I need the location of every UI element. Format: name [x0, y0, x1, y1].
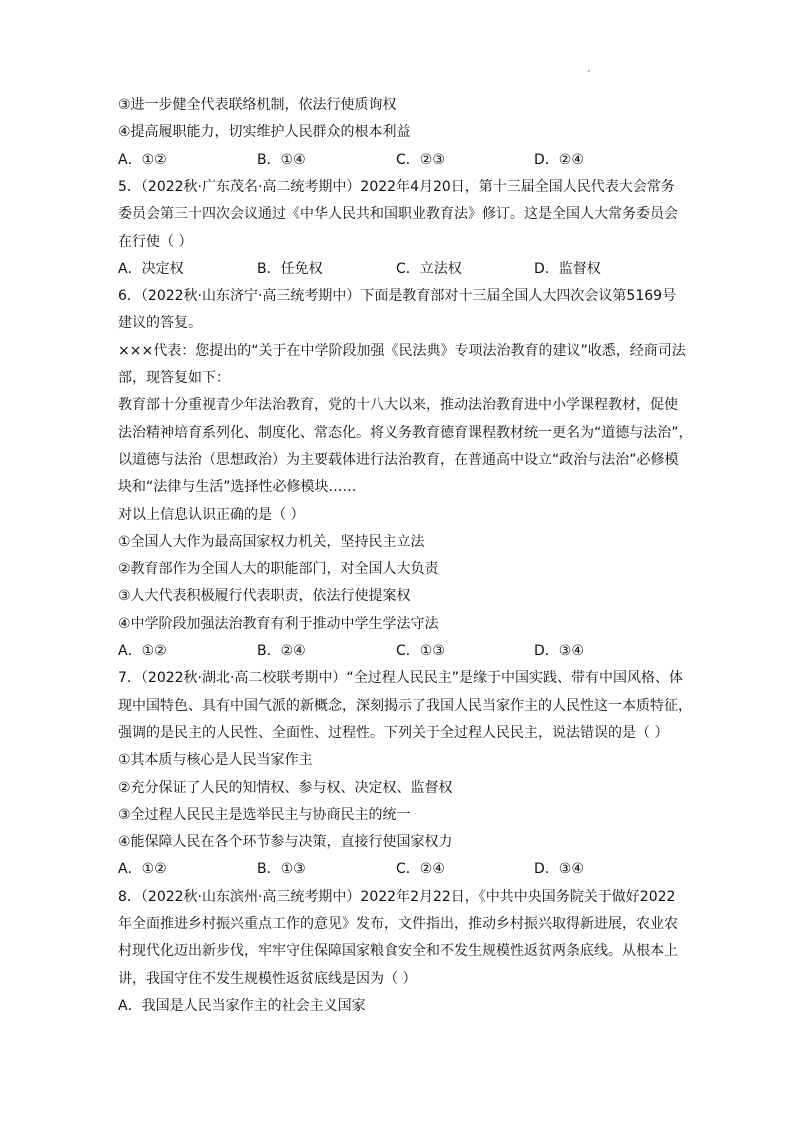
text-line: ④中学阶段加强法治教育有利于推动中学生学法守法	[118, 615, 439, 632]
text-line: 委员会第三十四次会议通过《中华人民共和国职业教育法》修订。这是全国人大常务委员会	[118, 206, 678, 223]
text-line: ②教育部作为全国人大的职能部门，对全国人大负责	[118, 561, 439, 578]
answer-option: A．①②	[118, 151, 167, 168]
text-line: 教育部十分重视青少年法治教育，党的十八大以来，推动法治教育进中小学课程教材，促使	[118, 397, 678, 414]
answer-option: C．①③	[396, 643, 445, 659]
text-line: ③进一步健全代表联络机制，依法行使质询权	[118, 97, 397, 113]
text-line: 年全面推进乡村振兴重点工作的意见》发布，文件指出，推动乡村振兴取得新进展，农业农	[118, 916, 678, 932]
text-line: 5．（2022秋·广东茂名·高二统考期中）2022年4月20日，第十三届全国人民代表大会常务	[118, 178, 675, 195]
answer-option: B．①④	[257, 151, 306, 168]
answer-option: B．任免权	[257, 260, 323, 277]
answer-option: A．①②	[118, 643, 167, 659]
text-line: 在行使（ ）	[118, 233, 193, 250]
answer-option: B．②④	[257, 643, 306, 659]
answer-option: D．②④	[534, 151, 584, 168]
answer-option: D．监督权	[534, 260, 601, 277]
text-line: ①其本质与核心是人民当家作主	[118, 752, 313, 769]
text-line: A．我国是人民当家作主的社会主义国家	[118, 997, 366, 1014]
answer-option: C．②③	[396, 151, 445, 168]
text-line: ①全国人大作为最高国家权力机关，坚持民主立法	[118, 533, 425, 550]
text-line: 块和“法律与生活”选择性必修模块……	[118, 479, 357, 496]
answer-option: C．立法权	[396, 260, 462, 277]
text-line: 现中国特色、具有中国气派的新概念，深刻揭示了我国人民当家作主的人民性这一本质特征，	[118, 697, 692, 714]
text-line: 部，现答复如下：	[118, 370, 230, 386]
text-line: 建议的答复。	[118, 315, 202, 332]
text-line: ②充分保证了人民的知情权、参与权、决定权、监督权	[118, 779, 453, 796]
answer-option: D．③④	[534, 861, 584, 878]
answer-option: B．①③	[257, 861, 306, 878]
text-line: 8．（2022秋·山东滨州·高三统考期中）2022年2月22日，《中共中央国务院关于做好2022	[118, 888, 676, 905]
text-line: 讲，我国守住不发生规模性返贫底线是因为（ ）	[118, 970, 417, 987]
answer-option: A．决定权	[118, 260, 184, 277]
text-line: 对以上信息认识正确的是（ ）	[118, 506, 305, 523]
answer-option: D．③④	[534, 643, 584, 659]
text-line: ×××代表：您提出的“关于在中学阶段加强《民法典》专项法治教育的建议”收悉，经商司法	[118, 342, 686, 359]
text-line: 强调的是民主的人民性、全面性、过程性。下列关于全过程人民民主，说法错误的是（ ）	[118, 724, 669, 741]
text-line: 村现代化迈出新步伐，牢牢守住保障国家粮食安全和不发生规模性返贫两条底线。从根本上	[118, 943, 678, 960]
answer-option: A．①②	[118, 861, 167, 878]
text-line: 7．（2022秋·湖北·高二校联考期中）“全过程人民民主”是缘于中国实践、带有中国风格、体	[118, 670, 683, 687]
text-line: ④能保障人民在各个环节参与决策，直接行使国家权力	[118, 834, 453, 851]
text-line: 法治精神培育系列化、制度化、常态化。将义务教育德育课程教材统一更名为“道德与法治”，	[118, 424, 693, 441]
text-line: 以道德与法治（思想政治）为主要载体进行法治教育，在普通高中设立“政治与法治”必修模	[118, 451, 679, 468]
text-line: ④提高履职能力，切实维护人民群众的根本利益	[118, 124, 411, 141]
text-line: ③全过程人民民主是选举民主与协商民主的统一	[118, 806, 411, 823]
text-line: 6．（2022秋·山东济宁·高三统考期中）下面是教育部对十三届全国人大四次会议第5169号	[118, 288, 677, 305]
scan-speck	[588, 70, 590, 72]
text-line: ③人大代表积极履行代表职责，依法行使提案权	[118, 588, 411, 605]
answer-option: C．②④	[396, 861, 445, 878]
